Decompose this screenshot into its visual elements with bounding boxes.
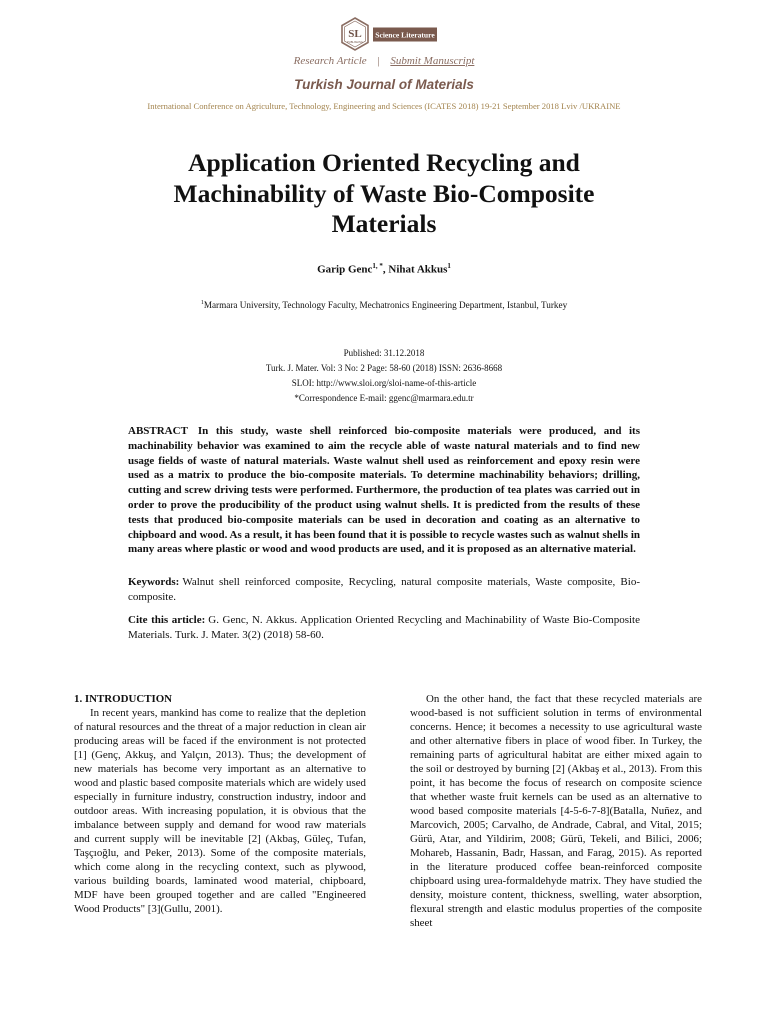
article-type: Research Article — [293, 55, 367, 67]
author-list — [0, 262, 768, 276]
paper-title: Application Oriented Recycling and Machinability of Waste Bio-Composite Materials — [173, 148, 595, 238]
author-name: Nihat Akkus — [388, 263, 448, 276]
author-affiliation-mark: 1, * — [372, 262, 383, 270]
keywords-label: Keywords: — [128, 576, 180, 588]
published-date: Published: 31.12.2018 — [343, 348, 425, 358]
keywords — [128, 575, 640, 604]
logo-mark-sub: PUBLISHING — [347, 41, 363, 44]
logo-mark: SL — [348, 28, 362, 40]
publication-info — [0, 346, 768, 406]
affiliation-mark: 1 — [200, 300, 204, 306]
keywords-text: Walnut shell reinforced composite, Recycling, natural composite materials, Waste composite, Bio-composite. — [128, 576, 640, 603]
author-separator: , — [382, 263, 389, 276]
logo-brand: Science Literature — [375, 30, 435, 40]
cite-label: Cite this article: — [128, 614, 206, 626]
separator: | — [377, 55, 380, 67]
journal-name: Turkish Journal of Materials — [294, 77, 474, 92]
body-paragraph: On the other hand, the fact that these recycled materials are wood-based is not sufficient solution in terms of environmental concerns. Hence; it becomes a necessity to use agricultural waste and other alternative fibers in place of wood fiber. In Turkey, the remaining parts of agricultural habitat are either mixed again to the soil or destroyed by burning [2] (Akbaş et al., 2013). From this point, it has become the focus of research on composite science that whether waste fruit kernels can be used as an alternative to wood based composite materials [4-5-6-7-8](Batalla, Nuñez, and Marcovich, 2005; Carvalho, de Andrade, Cabral, and Vital, 2015; Gürü, Atar, and Yildirim, 2008; Gürü, Tekeli, and Bilici, 2006; Mohareb, Hassanin, Badr, Hassan, and Farag, 2015). As reported in the literature produced coffee bean-reinforced composite chipboard using urea-formaldehyde matrix. They have studied the density, moisture content, thickness, swelling, water absorption, flexural strength and elastic modulus properties of the composite sheet — [410, 693, 702, 929]
abstract-text: In this study, waste shell reinforced bio-composite materials were produced, and its machinability behavior was examined to aim the recycle able of waste natural materials and to find new usage fields of waste of natural materials. Waste walnut shell used as reinforcement and epoxy resin were used as a matrix to produce the bio-composite materials. To determine machinability behaviors; drilling, cutting and screw driving tests were performed. Furthermore, the production of tea plates was carried out in order to prove the producibility of the product using walnut shells. It is predicted from the results of these tests that produced bio-composite materials can be used in decoration and coating as an alternative to chipboard and wood. As a result, it has been found that it is possible to recycle wastes such as walnut shells in many areas where plastic or wood and wood products are used, and it is proposed as an alternative material. — [128, 425, 640, 556]
abstract — [128, 424, 640, 557]
publisher-logo — [338, 17, 438, 51]
article-meta-bar — [0, 55, 768, 67]
journal-citation-line: Turk. J. Mater. Vol: 3 No: 2 Page: 58-60 (2018) ISSN: 2636-8668 — [265, 363, 503, 373]
submit-manuscript-link[interactable]: Submit Manuscript — [390, 55, 475, 67]
body-column-left — [74, 692, 366, 916]
conference-line: International Conference on Agriculture, Technology, Engineering and Sciences (ICATES 2018) 19-21 September 2018 Lviv /UKRAINE — [147, 101, 621, 111]
author-affiliation-mark: 1 — [447, 262, 451, 270]
cite-this-article — [128, 613, 640, 642]
affiliation-text: Marmara University, Technology Faculty, Mechatronics Engineering Department, Istanbul, Turkey — [203, 300, 568, 311]
correspondence-email[interactable]: *Correspondence E-mail: ggenc@marmara.edu.tr — [294, 393, 474, 403]
body-column-right — [410, 692, 702, 930]
sloi-link[interactable]: SLOI: http://www.sloi.org/sloi-name-of-this-article — [291, 378, 477, 388]
author-name: Garip Genc — [317, 263, 373, 276]
section-heading: 1. INTRODUCTION — [74, 693, 173, 705]
affiliation — [0, 300, 768, 310]
cite-text: G. Genc, N. Akkus. Application Oriented Recycling and Machinability of Waste Bio-Composite Materials. Turk. J. Mater. 3(2) (2018) 58-60. — [128, 614, 640, 641]
abstract-heading: ABSTRACT — [128, 425, 188, 437]
body-paragraph: In recent years, mankind has come to realize that the depletion of natural resources and the threat of a major reduction in clean air producing areas will be faced if the environment is not protected [1] (Genç, Akkuş, and Yalçın, 2013). Thus; the development of new materials has become very important as an alternative to wood and plastic based composite materials which are widely used especially in furniture industry, construction industry, indoor and outdoor areas. With increasing population, it is obvious that the imbalance between supply and demand for wood raw materials and current supply will be inevitable [2] (Akbaş, Güleç, Tufan, Taşçıoğlu, and Peker, 2013). Some of the composite materials, which come along in the recycling context, such as plywood, various building boards, laminated wood material, chipboard, MDF have been grouped together and are called "Engineered Wood Products" [3](Gullu, 2001). — [74, 707, 366, 915]
